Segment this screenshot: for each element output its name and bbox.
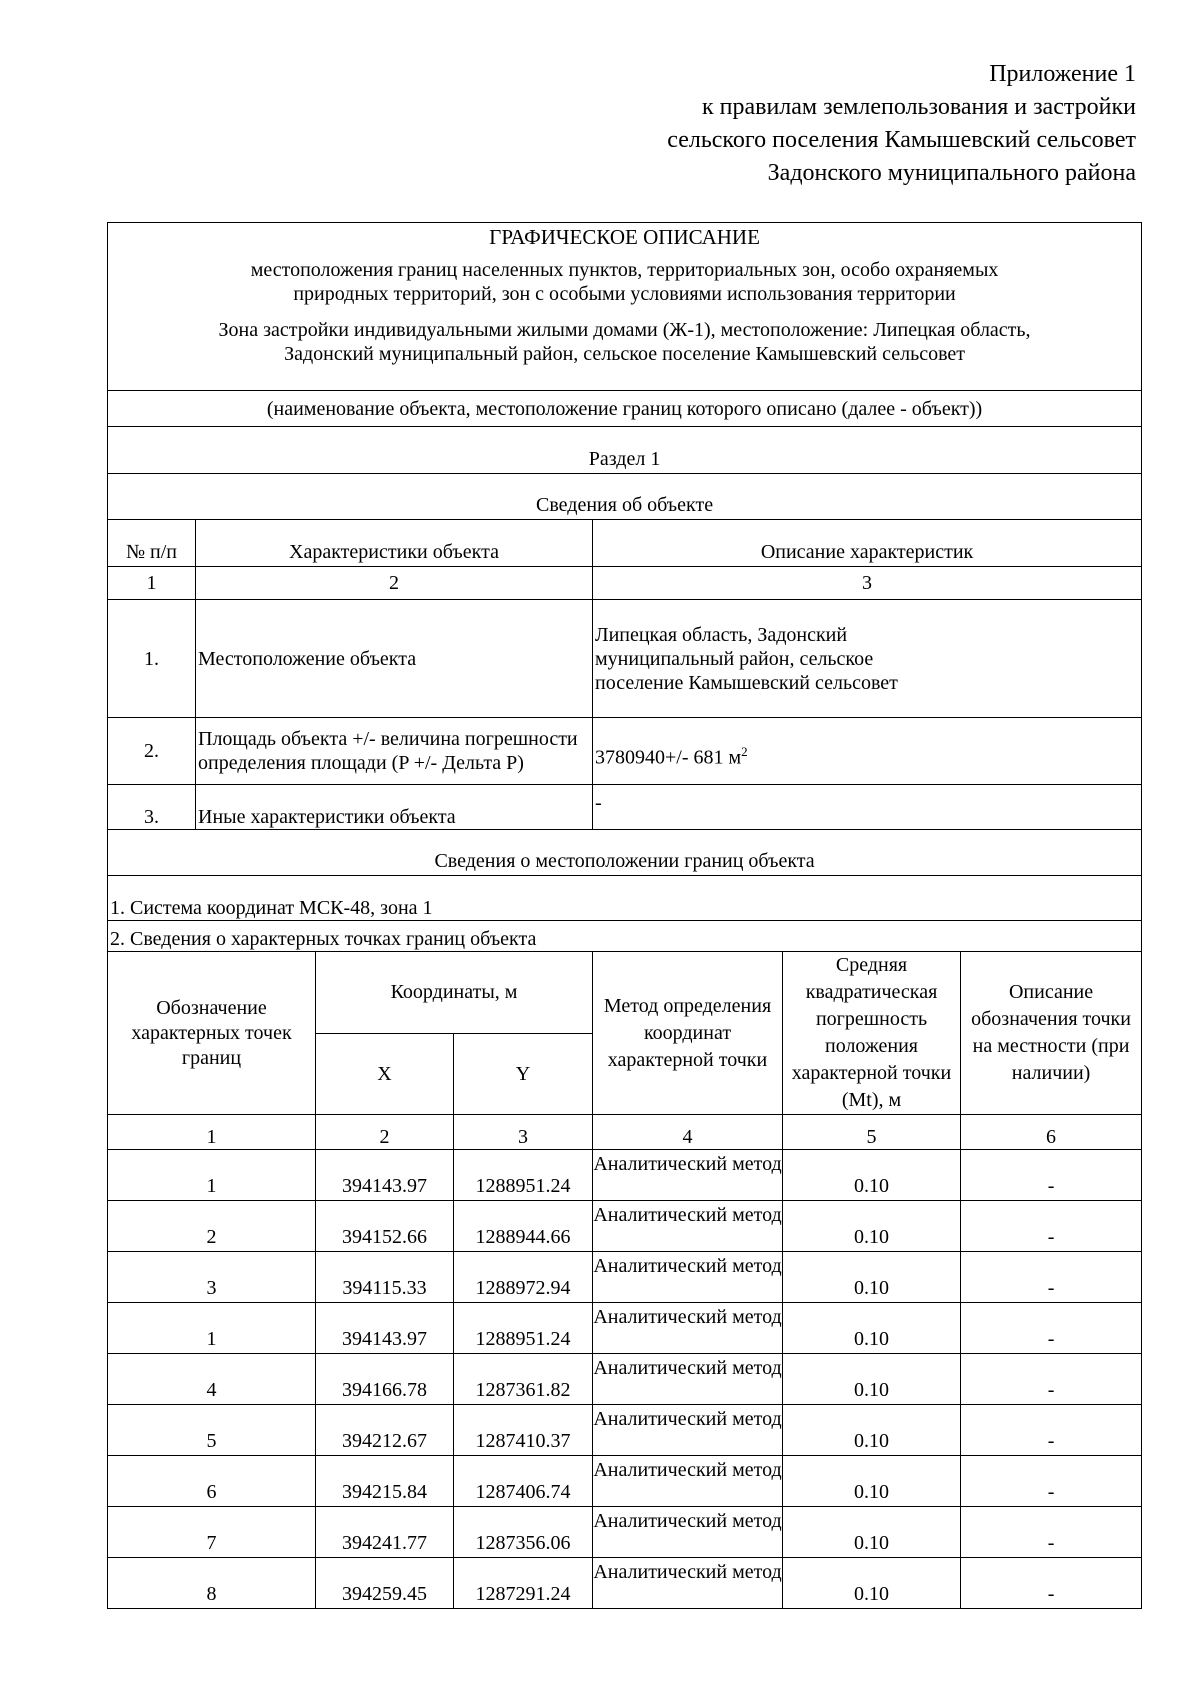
points-body	[108, 1150, 1142, 1609]
point-y: 1287410.37	[454, 1405, 593, 1456]
section-title: Раздел 1	[108, 427, 1142, 474]
point-error: 0.10	[783, 1150, 961, 1201]
point-x: 394212.67	[316, 1405, 454, 1456]
point-description: -	[961, 1150, 1142, 1201]
point-error: 0.10	[783, 1405, 961, 1456]
point-description: -	[961, 1405, 1142, 1456]
point-y: 1288944.66	[454, 1201, 593, 1252]
column-number-3: 3	[593, 567, 1142, 600]
points-title: 2. Сведения о характерных точках границ объекта	[108, 921, 1142, 952]
point-error: 0.10	[783, 1507, 961, 1558]
coord-system: 1. Система координат МСК-48, зона 1	[108, 876, 1142, 921]
column-number-2: 2	[196, 567, 593, 600]
point-designation: 3	[108, 1252, 316, 1303]
points-col-number: 1	[108, 1115, 316, 1150]
point-designation: 6	[108, 1456, 316, 1507]
header-y: Y	[454, 1033, 593, 1115]
area-value: 3780940+/- 681 м	[595, 746, 742, 769]
points-col-number: 6	[961, 1115, 1142, 1150]
point-description: -	[961, 1507, 1142, 1558]
characteristic-row	[108, 718, 1142, 785]
graphic-description-table	[107, 222, 1142, 1609]
point-description: -	[961, 1303, 1142, 1354]
point-method	[593, 1456, 783, 1507]
area-unit-superscript: 2	[741, 744, 748, 759]
header-method: Метод определения координат характерной точки	[593, 952, 783, 1115]
point-error: 0.10	[783, 1354, 961, 1405]
header-number: № п/п	[108, 520, 196, 567]
point-designation: 8	[108, 1558, 316, 1609]
object-note: (наименование объекта, местоположение границ которого описано (далее - объект))	[108, 391, 1142, 427]
points-col-number: 2	[316, 1115, 454, 1150]
point-description: -	[961, 1252, 1142, 1303]
points-col-number: 5	[783, 1115, 961, 1150]
point-x: 394143.97	[316, 1303, 454, 1354]
point-x: 394152.66	[316, 1201, 454, 1252]
point-x: 394115.33	[316, 1252, 454, 1303]
section-row	[108, 427, 1142, 474]
characteristics-header-row	[108, 520, 1142, 567]
characteristic-name	[196, 718, 593, 785]
description-line: Липецкая область, Задонский	[595, 623, 848, 646]
appendix-line-3: сельского поселения Камышевский сельсовет	[667, 127, 1136, 153]
point-designation: 2	[108, 1201, 316, 1252]
point-y: 1288951.24	[454, 1150, 593, 1201]
point-designation: 4	[108, 1354, 316, 1405]
points-header-row	[108, 952, 1142, 1034]
object-info-title: Сведения об объекте	[108, 474, 1142, 520]
header-x: X	[316, 1033, 454, 1115]
coord-system-row	[108, 876, 1142, 921]
header-point-description: Описание обозначения точки на местности (при наличии)	[961, 952, 1142, 1115]
point-method-text: Аналитический метод	[593, 1153, 782, 1175]
appendix-line-4: Задонского муниципального района	[767, 160, 1136, 186]
row-number: 3.	[108, 785, 196, 830]
point-row	[108, 1456, 1142, 1507]
point-method-text: Аналитический метод	[593, 1204, 782, 1226]
object-note-row	[108, 391, 1142, 427]
point-y: 1287406.74	[454, 1456, 593, 1507]
point-method	[593, 1354, 783, 1405]
point-method-text: Аналитический метод	[593, 1510, 782, 1532]
point-method-text: Аналитический метод	[593, 1408, 782, 1430]
characteristic-row	[108, 600, 1142, 718]
characteristic-name: Иные характеристики объекта	[196, 785, 593, 830]
appendix-line-2: к правилам землепользования и застройки	[701, 94, 1136, 120]
point-row	[108, 1201, 1142, 1252]
point-row	[108, 1150, 1142, 1201]
location-title-row	[108, 830, 1142, 876]
header-point-designation: Обозначение характерных точек границ	[108, 952, 316, 1115]
point-error: 0.10	[783, 1201, 961, 1252]
point-y: 1288972.94	[454, 1252, 593, 1303]
document-title: ГРАФИЧЕСКОЕ ОПИСАНИЕ	[489, 225, 760, 249]
point-designation: 5	[108, 1405, 316, 1456]
point-row	[108, 1303, 1142, 1354]
point-method	[593, 1252, 783, 1303]
row-number: 1.	[108, 600, 196, 718]
zone-description-2: Задонский муниципальный район, сельское поселение Камышевский сельсовет	[284, 343, 966, 365]
point-row	[108, 1558, 1142, 1609]
point-method-text: Аналитический метод	[593, 1255, 782, 1277]
point-designation: 1	[108, 1303, 316, 1354]
point-designation: 1	[108, 1150, 316, 1201]
point-x: 394143.97	[316, 1150, 454, 1201]
name-line: определения площади (P +/- Дельта P)	[198, 752, 524, 774]
point-x: 394215.84	[316, 1456, 454, 1507]
point-row	[108, 1354, 1142, 1405]
location-title: Сведения о местоположении границ объекта	[108, 830, 1142, 876]
point-description: -	[961, 1558, 1142, 1609]
characteristics-numbers-row	[108, 567, 1142, 600]
header-error: Средняя квадратическая погрешность положения характерной точки (Mt), м	[783, 952, 961, 1115]
appendix-header	[667, 58, 1136, 190]
characteristic-description	[593, 600, 1142, 718]
point-row	[108, 1252, 1142, 1303]
characteristic-row	[108, 785, 1142, 830]
point-method	[593, 1558, 783, 1609]
point-method	[593, 1303, 783, 1354]
point-method	[593, 1201, 783, 1252]
point-method-text: Аналитический метод	[593, 1459, 782, 1481]
point-method-text: Аналитический метод	[593, 1357, 782, 1379]
point-row	[108, 1405, 1142, 1456]
point-error: 0.10	[783, 1558, 961, 1609]
appendix-line-1: Приложение 1	[989, 61, 1136, 87]
point-method	[593, 1507, 783, 1558]
description-line: муниципальный район, сельское	[595, 647, 874, 670]
description-line: поселение Камышевский сельсовет	[595, 671, 898, 694]
points-col-number: 4	[593, 1115, 783, 1150]
title-row	[108, 223, 1142, 391]
point-y: 1288951.24	[454, 1303, 593, 1354]
header-description: Описание характеристик	[593, 520, 1142, 567]
area-description	[593, 718, 1142, 785]
point-error: 0.10	[783, 1303, 961, 1354]
point-description: -	[961, 1201, 1142, 1252]
row-number: 2.	[108, 718, 196, 785]
zone-description-1: Зона застройки индивидуальными жилыми домами (Ж-1), местоположение: Липецкая область,	[218, 319, 1031, 341]
header-characteristic: Характеристики объекта	[196, 520, 593, 567]
point-y: 1287356.06	[454, 1507, 593, 1558]
characteristic-name: Местоположение объекта	[196, 600, 593, 718]
name-line: Площадь объекта +/- величина погрешности	[198, 728, 578, 750]
characteristic-description: -	[593, 785, 1142, 830]
object-info-row	[108, 474, 1142, 520]
point-method	[593, 1150, 783, 1201]
points-column-numbers-row	[108, 1115, 1142, 1150]
column-number-1: 1	[108, 567, 196, 600]
point-x: 394166.78	[316, 1354, 454, 1405]
header-coordinates: Координаты, м	[316, 952, 593, 1034]
point-description: -	[961, 1354, 1142, 1405]
points-col-number: 3	[454, 1115, 593, 1150]
point-row	[108, 1507, 1142, 1558]
point-x: 394241.77	[316, 1507, 454, 1558]
point-x: 394259.45	[316, 1558, 454, 1609]
point-method-text: Аналитический метод	[593, 1561, 782, 1583]
description-subtitle-2: природных территорий, зон с особыми условиями использования территории	[293, 283, 956, 305]
point-error: 0.10	[783, 1252, 961, 1303]
point-method-text: Аналитический метод	[593, 1306, 782, 1328]
point-description: -	[961, 1456, 1142, 1507]
point-designation: 7	[108, 1507, 316, 1558]
point-method	[593, 1405, 783, 1456]
points-title-row	[108, 921, 1142, 952]
point-y: 1287291.24	[454, 1558, 593, 1609]
description-subtitle-1: местоположения границ населенных пунктов, территориальных зон, особо охраняемых	[250, 259, 999, 281]
point-y: 1287361.82	[454, 1354, 593, 1405]
point-error: 0.10	[783, 1456, 961, 1507]
